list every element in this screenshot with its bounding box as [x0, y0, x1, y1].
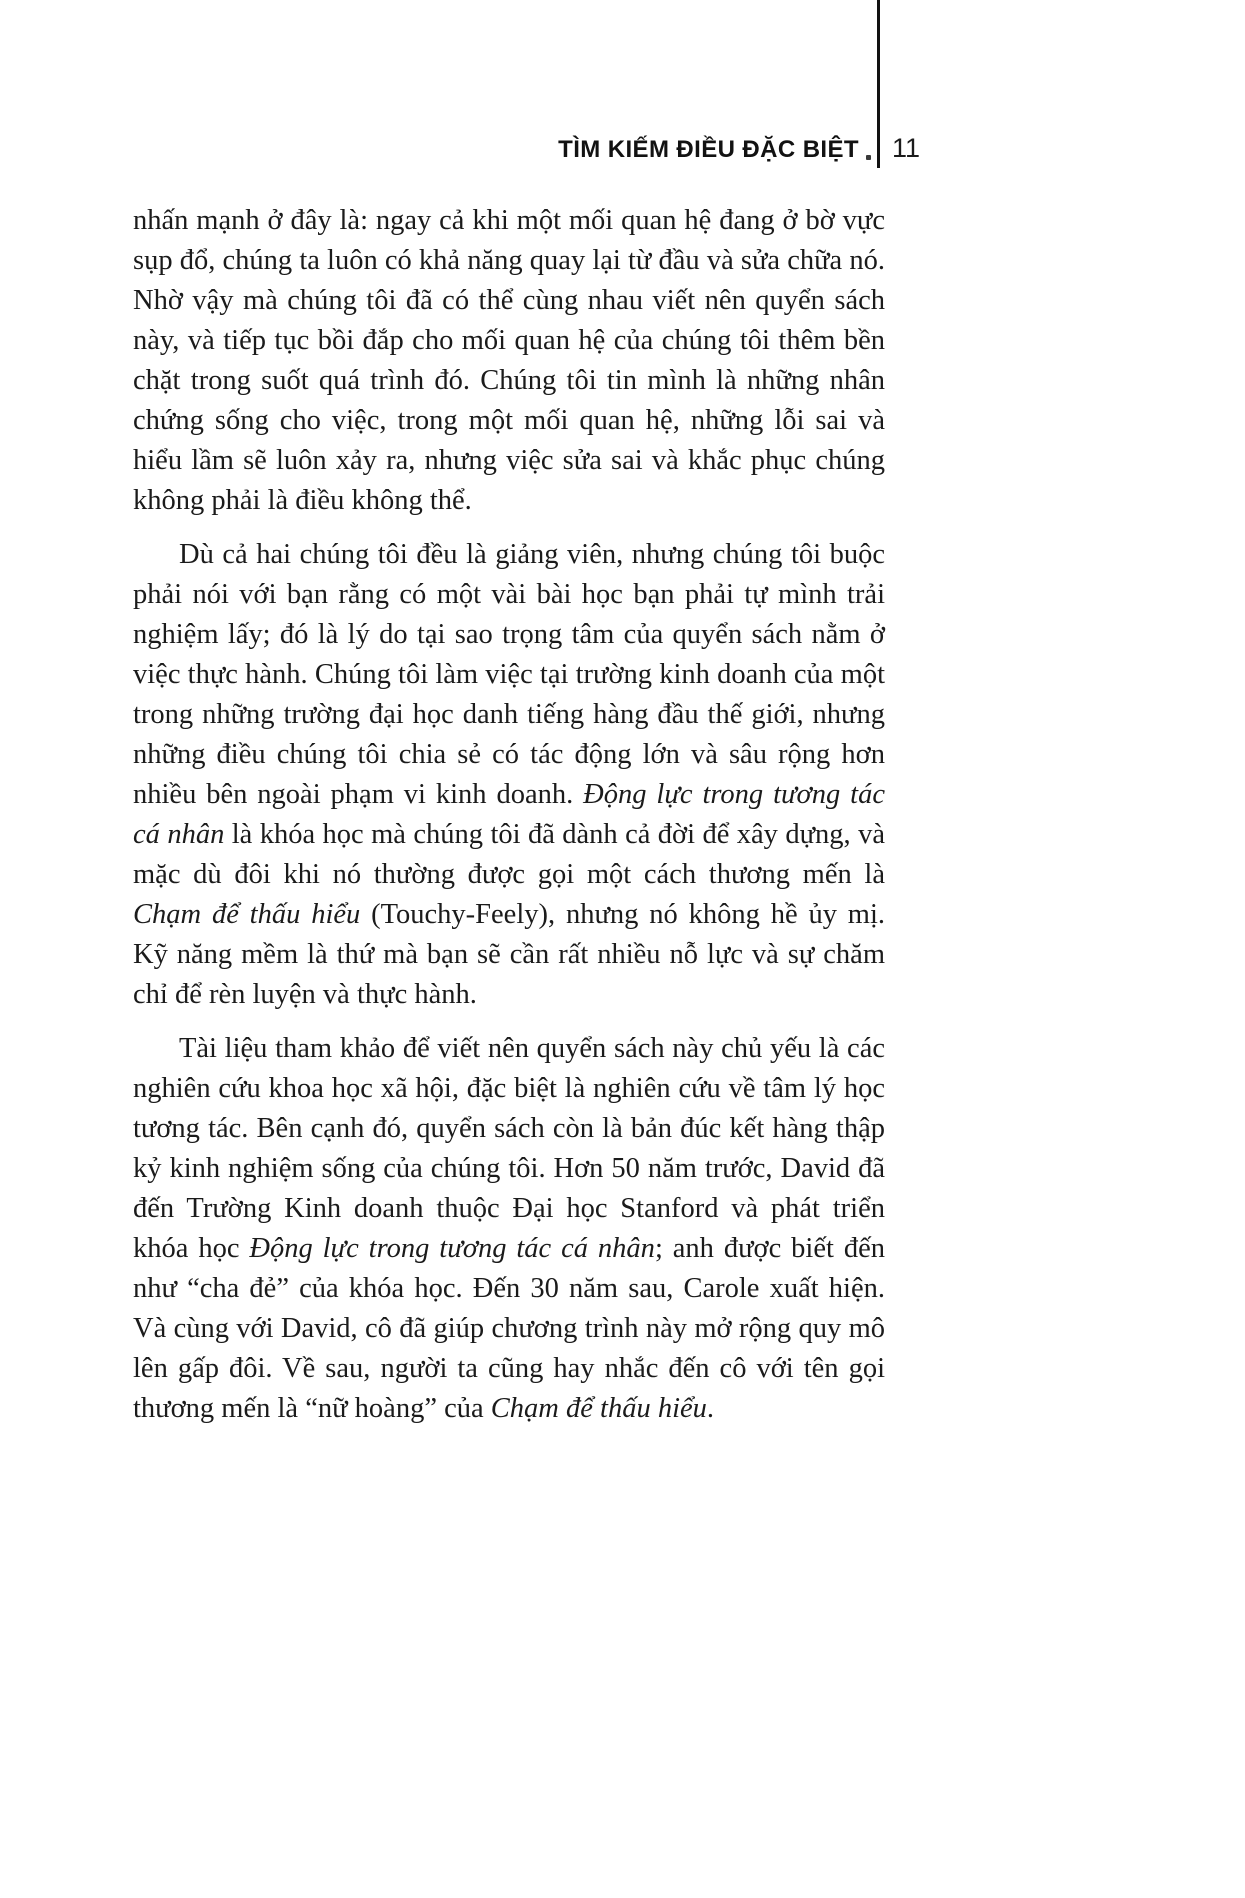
page-number: 11	[891, 133, 920, 163]
text-run: nhấn mạnh ở đây là: ngay cả khi một mối quan hệ đang ở bờ vực sụp đổ, chúng ta luôn có khả năng quay lại từ đầu và sửa chữa nó. Nhờ vậy mà chúng tôi đã có thể cùng nhau viết nên quyển sách này, và tiếp tục bồi đắp cho mối quan hệ của chúng tôi thêm bền chặt trong suốt quá trình đó. Chúng tôi tin mình là những nhân chứng sống cho việc, trong một mối quan hệ, những lỗi sai và hiểu lầm sẽ luôn xảy ra, nhưng việc sửa sai và khắc phục chúng không phải là điều không thể.	[133, 205, 885, 516]
running-head: TÌM KIẾM ĐIỀU ĐẶC BIỆT	[558, 136, 859, 163]
text-run: ; anh được biết đến như “cha đẻ” của khóa học. Đến 30 năm sau, Carole xuất hiện. Và cùng với David, cô đã giúp chương trình này mở rộng quy mô lên gấp đôi. Về sau, người ta cũng hay nhắc đến cô với tên gọi thương mến là “nữ hoàng” của	[133, 1233, 885, 1424]
page-header	[0, 133, 920, 164]
text-run: .	[706, 1393, 715, 1424]
text-run: Dù cả hai chúng tôi đều là giảng viên, nhưng chúng tôi buộc phải nói với bạn rằng có một vài bài học bạn phải tự mình trải nghiệm lấy; đó là lý do tại sao trọng tâm của quyển sách nằm ở việc thực hành. Chúng tôi làm việc tại trường kinh doanh của một trong những trường đại học danh tiếng hàng đầu thế giới, nhưng những điều chúng tôi chia sẻ có tác động lớn và sâu rộng hơn nhiều bên ngoài phạm vi kinh doanh.	[133, 539, 885, 810]
text-run: Tài liệu tham khảo để viết nên quyển sách này chủ yếu là các nghiên cứu khoa học xã hội, đặc biệt là nghiên cứu về tâm lý học tương tác. Bên cạnh đó, quyển sách còn là bản đúc kết hàng thập kỷ kinh nghiệm sống của chúng tôi. Hơn 50 năm trước, David đã đến Trường Kinh doanh thuộc Đại học Stanford và phát triển khóa học	[133, 1033, 885, 1264]
italic-book-title: Chạm để thấu hiểu	[490, 1393, 707, 1424]
italic-course-title: Động lực trong tương tác cá nhân	[133, 779, 885, 850]
paragraph-2	[133, 535, 885, 1015]
text-run: là khóa học mà chúng tôi đã dành cả đời để xây dựng, và mặc dù đôi khi nó thường được gọi một cách thương mến là	[133, 819, 885, 890]
text-run: (Touchy-Feely), nhưng nó không hề ủy mị. Kỹ năng mềm là thứ mà bạn sẽ cần rất nhiều nỗ lực và sự chăm chỉ để rèn luyện và thực hành.	[133, 899, 886, 1010]
paragraph-1	[133, 201, 885, 521]
paragraph-3	[133, 1029, 885, 1429]
italic-book-title: Chạm để thấu hiểu	[133, 899, 361, 930]
header-separator-dot	[866, 155, 871, 160]
italic-course-title: Động lực trong tương tác cá nhân	[249, 1233, 655, 1264]
body-text	[133, 201, 885, 1429]
